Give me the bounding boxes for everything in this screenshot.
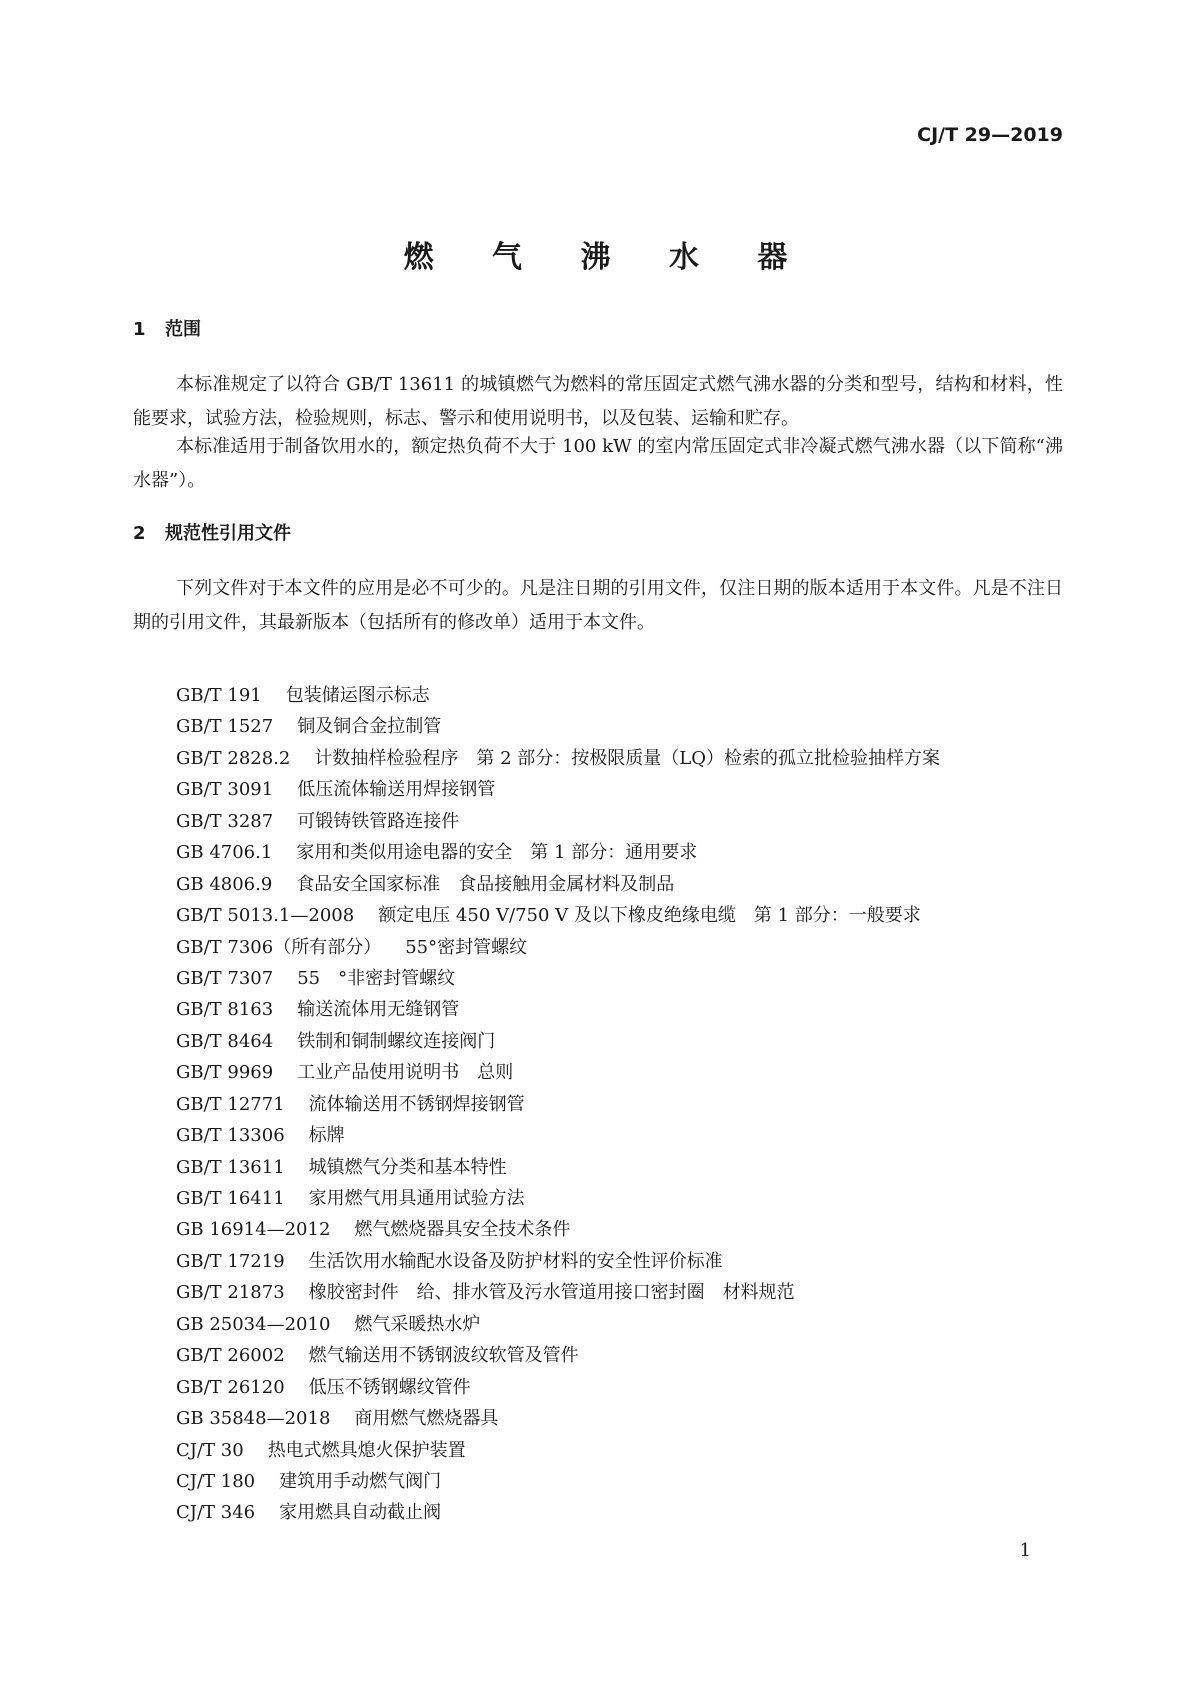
reference-title: 输送流体用无缝钢管 (297, 999, 460, 1021)
section-title: 范围 (165, 319, 201, 340)
reference-item (176, 1183, 940, 1214)
reference-code: GB 16914—2012 (176, 1219, 331, 1241)
reference-code: CJ/T 180 (176, 1470, 256, 1492)
section-title: 规范性引用文件 (165, 523, 291, 544)
reference-title: 低压不锈钢螺纹管件 (308, 1376, 471, 1398)
reference-code: GB/T 5013.1—2008 (176, 905, 355, 927)
reference-title: 标牌 (308, 1125, 345, 1147)
reference-title: 额定电压 450 V/750 V 及以下橡皮绝缘电缆 第 1 部分：一般要求 (378, 905, 921, 927)
reference-code: GB/T 16411 (176, 1188, 285, 1209)
reference-code: GB/T 191 (176, 685, 262, 706)
reference-item (176, 994, 940, 1025)
reference-code: GB/T 13611 (176, 1156, 285, 1178)
standard-code: CJ/T 29—2019 (917, 124, 1063, 146)
reference-item (176, 680, 940, 711)
document-title: 燃 气 沸 水 器 (403, 240, 812, 275)
reference-title: 计数抽样检验程序 第 2 部分：按极限质量（LQ）检索的孤立批检验抽样方案 (314, 747, 940, 769)
reference-title: 55 °非密封管螺纹 (297, 967, 456, 989)
reference-item (176, 1246, 940, 1277)
reference-item (176, 1497, 940, 1528)
reference-item (176, 1214, 940, 1245)
reference-code: GB/T 21873 (176, 1282, 285, 1304)
reference-code: GB/T 8163 (176, 999, 274, 1021)
reference-code: GB/T 9969 (176, 1062, 274, 1084)
reference-code: CJ/T 30 (176, 1439, 244, 1461)
reference-item (176, 1340, 940, 1371)
reference-title: 铁制和铜制螺纹连接阀门 (297, 1030, 496, 1052)
references-intro-paragraph: 下列文件对于本文件的应用是必不可少的。凡是注日期的引用文件，仅注日期的版本适用于本文件。凡是不注日期的引用文件，其最新版本（包括所有的修改单）适用于本文件。 (133, 578, 1063, 633)
reference-item (176, 1372, 940, 1403)
section-number: 2 (133, 523, 146, 544)
reference-item (176, 837, 940, 868)
reference-title: 生活饮用水输配水设备及防护材料的安全性评价标准 (308, 1250, 723, 1272)
reference-item (176, 869, 940, 900)
reference-list (176, 680, 940, 1529)
reference-code: GB/T 1527 (176, 716, 274, 738)
reference-item (176, 1466, 940, 1497)
reference-title: 家用燃气用具通用试验方法 (308, 1188, 525, 1209)
reference-title: 建筑用手动燃气阀门 (279, 1470, 442, 1492)
reference-code: GB/T 17219 (176, 1250, 285, 1272)
reference-item (176, 711, 940, 742)
reference-code: GB 25034—2010 (176, 1313, 331, 1335)
reference-code: GB/T 2828.2 (176, 747, 291, 769)
reference-code: GB/T 13306 (176, 1125, 285, 1147)
reference-item (176, 806, 940, 837)
reference-item (176, 963, 940, 994)
section-heading-scope (133, 315, 201, 341)
reference-code: GB/T 7307 (176, 967, 274, 989)
reference-item (176, 743, 940, 774)
reference-title: 燃气采暖热水炉 (354, 1313, 481, 1335)
reference-code: GB 4706.1 (176, 842, 273, 864)
reference-code: GB/T 12771 (176, 1093, 285, 1115)
section-heading-normative-references (133, 519, 291, 545)
reference-code: CJ/T 346 (176, 1502, 256, 1524)
reference-item (176, 900, 940, 931)
reference-code: GB/T 3091 (176, 779, 274, 801)
reference-title: 流体输送用不锈钢焊接钢管 (308, 1093, 525, 1115)
reference-title: 城镇燃气分类和基本特性 (308, 1156, 507, 1178)
reference-code: GB/T 26120 (176, 1376, 285, 1398)
reference-title: 商用燃气燃烧器具 (354, 1408, 499, 1430)
scope-paragraph-1: 本标准规定了以符合 GB/T 13611 的城镇燃气为燃料的常压固定式燃气沸水器的分类和型号，结构和材料，性能要求，试验方法，检验规则，标志、警示和使用说明书，以及包装、运输和贮存。 (133, 374, 1063, 429)
reference-code: GB 4806.9 (176, 873, 273, 895)
reference-code: GB/T 3287 (176, 810, 274, 832)
reference-item (176, 1309, 940, 1340)
reference-title: 铜及铜合金拉制管 (297, 716, 442, 738)
reference-item (176, 1152, 940, 1183)
reference-title: 包装储运图示标志 (285, 685, 430, 706)
section-number: 1 (133, 319, 146, 340)
reference-code: GB/T 7306（所有部分） (176, 936, 382, 958)
reference-title: 食品安全国家标准 食品接触用金属材料及制品 (296, 873, 675, 895)
reference-title: 家用燃具自动截止阀 (279, 1502, 442, 1524)
page-number: 1 (1019, 1540, 1031, 1561)
reference-item (176, 1057, 940, 1088)
scope-paragraph-2: 本标准适用于制备饮用水的，额定热负荷不大于 100 kW 的室内常压固定式非冷凝式燃气沸水器（以下简称“沸水器”）。 (133, 436, 1063, 491)
reference-title: 橡胶密封件 给、排水管及污水管道用接口密封圈 材料规范 (308, 1282, 795, 1304)
reference-code: GB/T 26002 (176, 1345, 285, 1367)
reference-item (176, 1277, 940, 1308)
reference-item (176, 932, 940, 963)
reference-title: 燃气燃烧器具安全技术条件 (354, 1219, 571, 1241)
reference-code: GB 35848—2018 (176, 1408, 331, 1430)
reference-title: 55°密封管螺纹 (405, 936, 528, 958)
reference-title: 可锻铸铁管路连接件 (297, 810, 460, 832)
reference-item (176, 1089, 940, 1120)
reference-item (176, 774, 940, 805)
reference-item (176, 1026, 940, 1057)
reference-code: GB/T 8464 (176, 1030, 274, 1052)
reference-item (176, 1403, 940, 1434)
reference-item (176, 1435, 940, 1466)
reference-title: 家用和类似用途电器的安全 第 1 部分：通用要求 (296, 842, 698, 864)
reference-item (176, 1120, 940, 1151)
reference-title: 低压流体输送用焊接钢管 (297, 779, 496, 801)
reference-title: 热电式燃具熄火保护装置 (267, 1439, 466, 1461)
reference-title: 燃气输送用不锈钢波纹软管及管件 (308, 1345, 579, 1367)
reference-title: 工业产品使用说明书 总则 (297, 1062, 514, 1084)
